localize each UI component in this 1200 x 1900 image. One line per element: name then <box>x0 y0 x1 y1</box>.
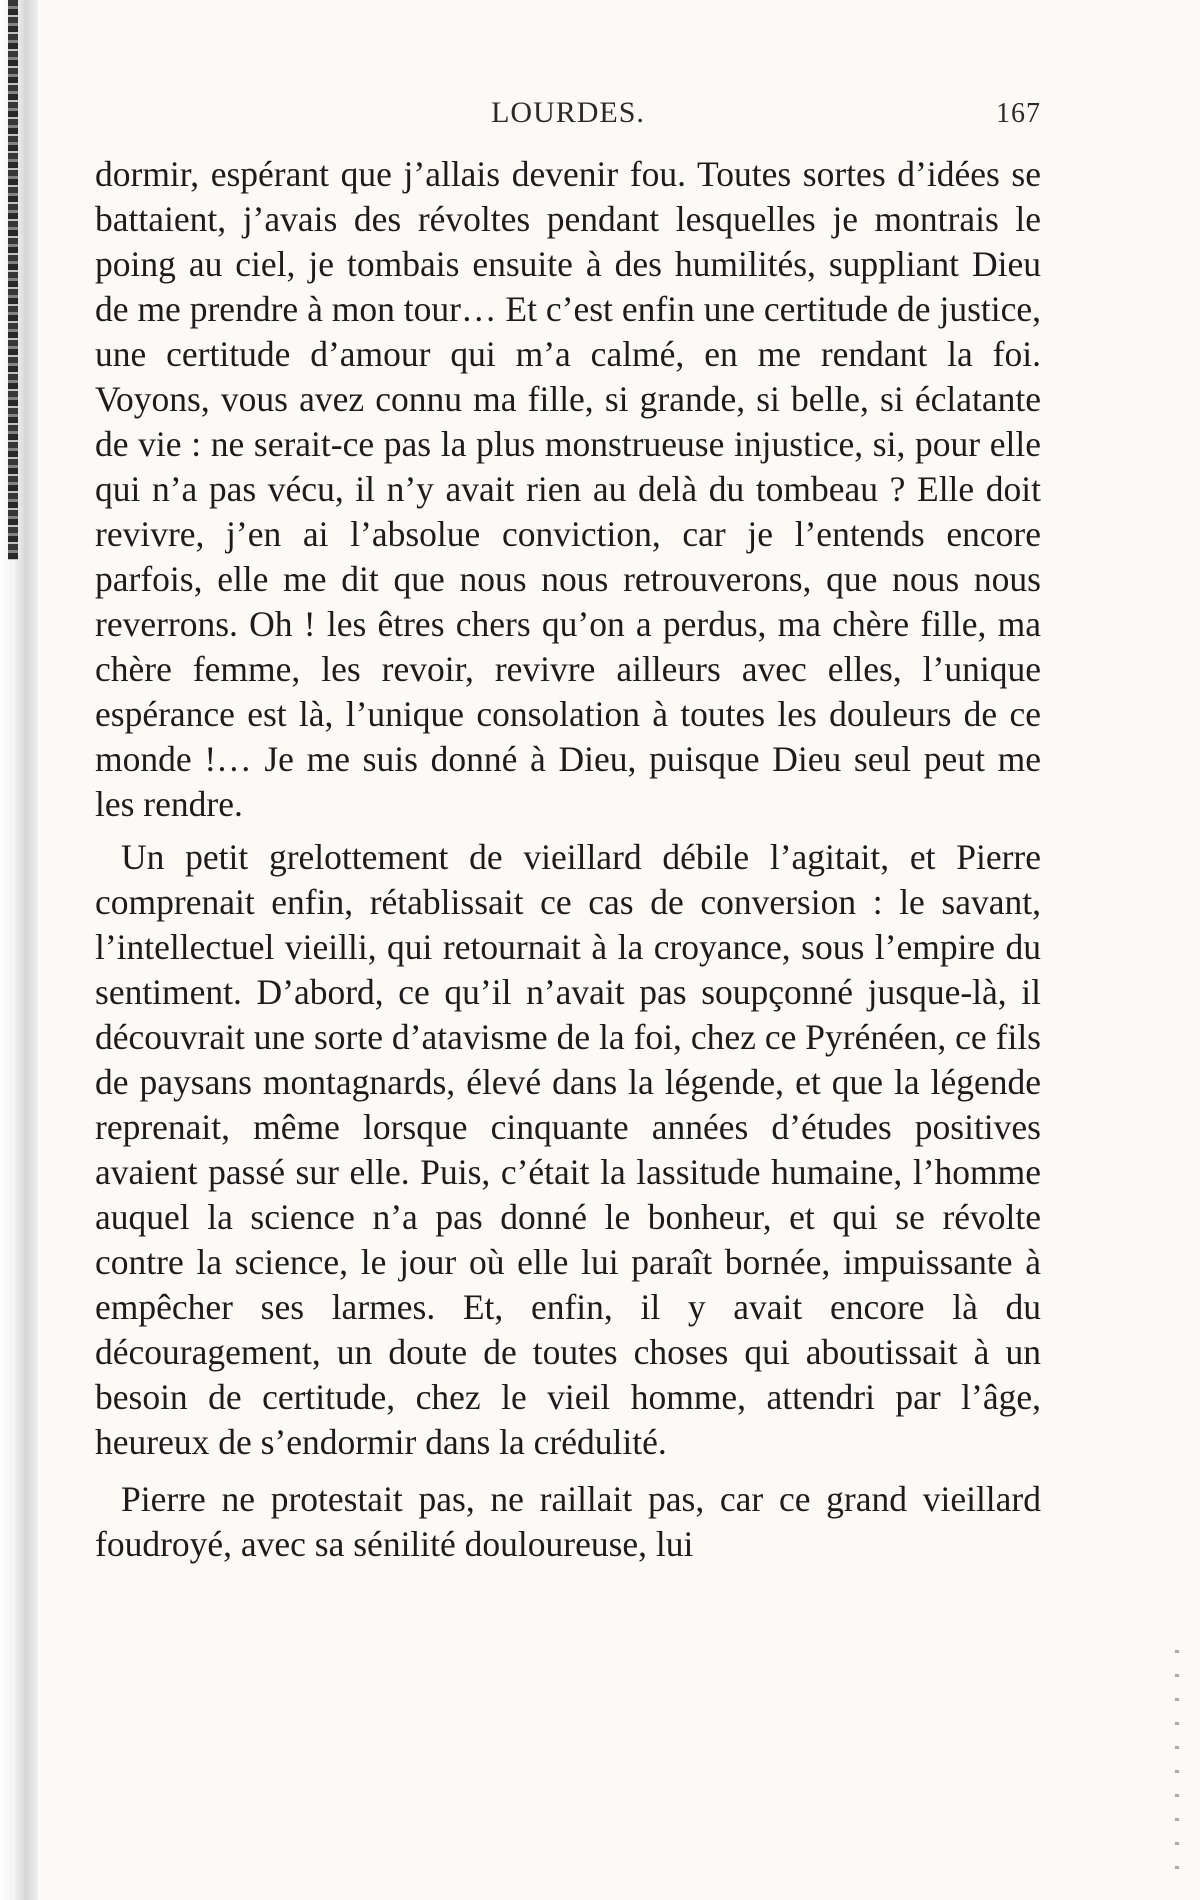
body-text <box>95 152 1041 1567</box>
paragraph-last: Pierre ne protestait pas, ne raillait pas, car ce grand vieillard foudroyé, avec sa sénilité douloureuse, lui <box>95 1479 1041 1564</box>
book-page <box>95 86 1041 1567</box>
page-number: 167 <box>996 98 1041 129</box>
book-spine-shadow <box>0 0 38 1900</box>
paragraph-continued: dormir, espérant que j’allais devenir fou. Toutes sortes d’idées se battaient, j’avais des révoltes pendant lesquelles je montrais le poing au ciel, je tombais ensuite à des humilités, suppliant Dieu de me prendre à mon tour… Et c’est enfin une certitude de justice, une certitude d’amour qui m’a calmé, en me rendant la foi. Voyons, vous avez connu ma fille, si grande, si belle, si éclatante de vie : ne serait-ce pas la plus monstrueuse injustice, si, pour elle qui n’a pas vécu, il n’y avait rien au delà du tombeau ? Elle doit revivre, j’en ai l’absolue conviction, car je l’entends encore parfois, elle me dit que nous nous retrouverons, que nous nous reverrons. Oh ! les êtres chers qu’on a perdus, ma chère fille, ma chère femme, les revoir, revivre ailleurs avec elles, l’unique espérance est là, l’unique consolation à toutes les douleurs de ce monde !… Je me suis donné à Dieu, puisque Dieu seul peut me les rendre. <box>95 154 1041 824</box>
running-header <box>95 86 1041 146</box>
page-edge-marks <box>1175 1650 1179 1870</box>
paragraph: Un petit grelottement de vieillard débile l’agitait, et Pierre comprenait enfin, rétablissait ce cas de conversion : le savant, l’intellectuel vieilli, qui retournait à la croyance, sous l’empire du sentiment. D’abord, ce qu’il n’avait pas soupçonné jusque-là, il découvrait une sorte d’atavisme de la foi, chez ce Pyrénéen, ce fils de paysans montagnards, élevé dans la légende, et que la légende reprenait, même lorsque cinquante années d’études positives avaient passé sur elle. Puis, c’était la lassitude humaine, l’homme auquel la science n’a pas donné le bonheur, et qui se révolte contre la science, le jour où elle lui paraît bornée, impuissante à empêcher ses larmes. Et, enfin, il y avait encore là du découragement, un doute de toutes choses qui aboutissait à un besoin de certitude, chez le vieil homme, attendri par l’âge, heureux de s’endormir dans la crédulité. <box>95 837 1041 1462</box>
running-title: LOURDES. <box>491 96 645 129</box>
